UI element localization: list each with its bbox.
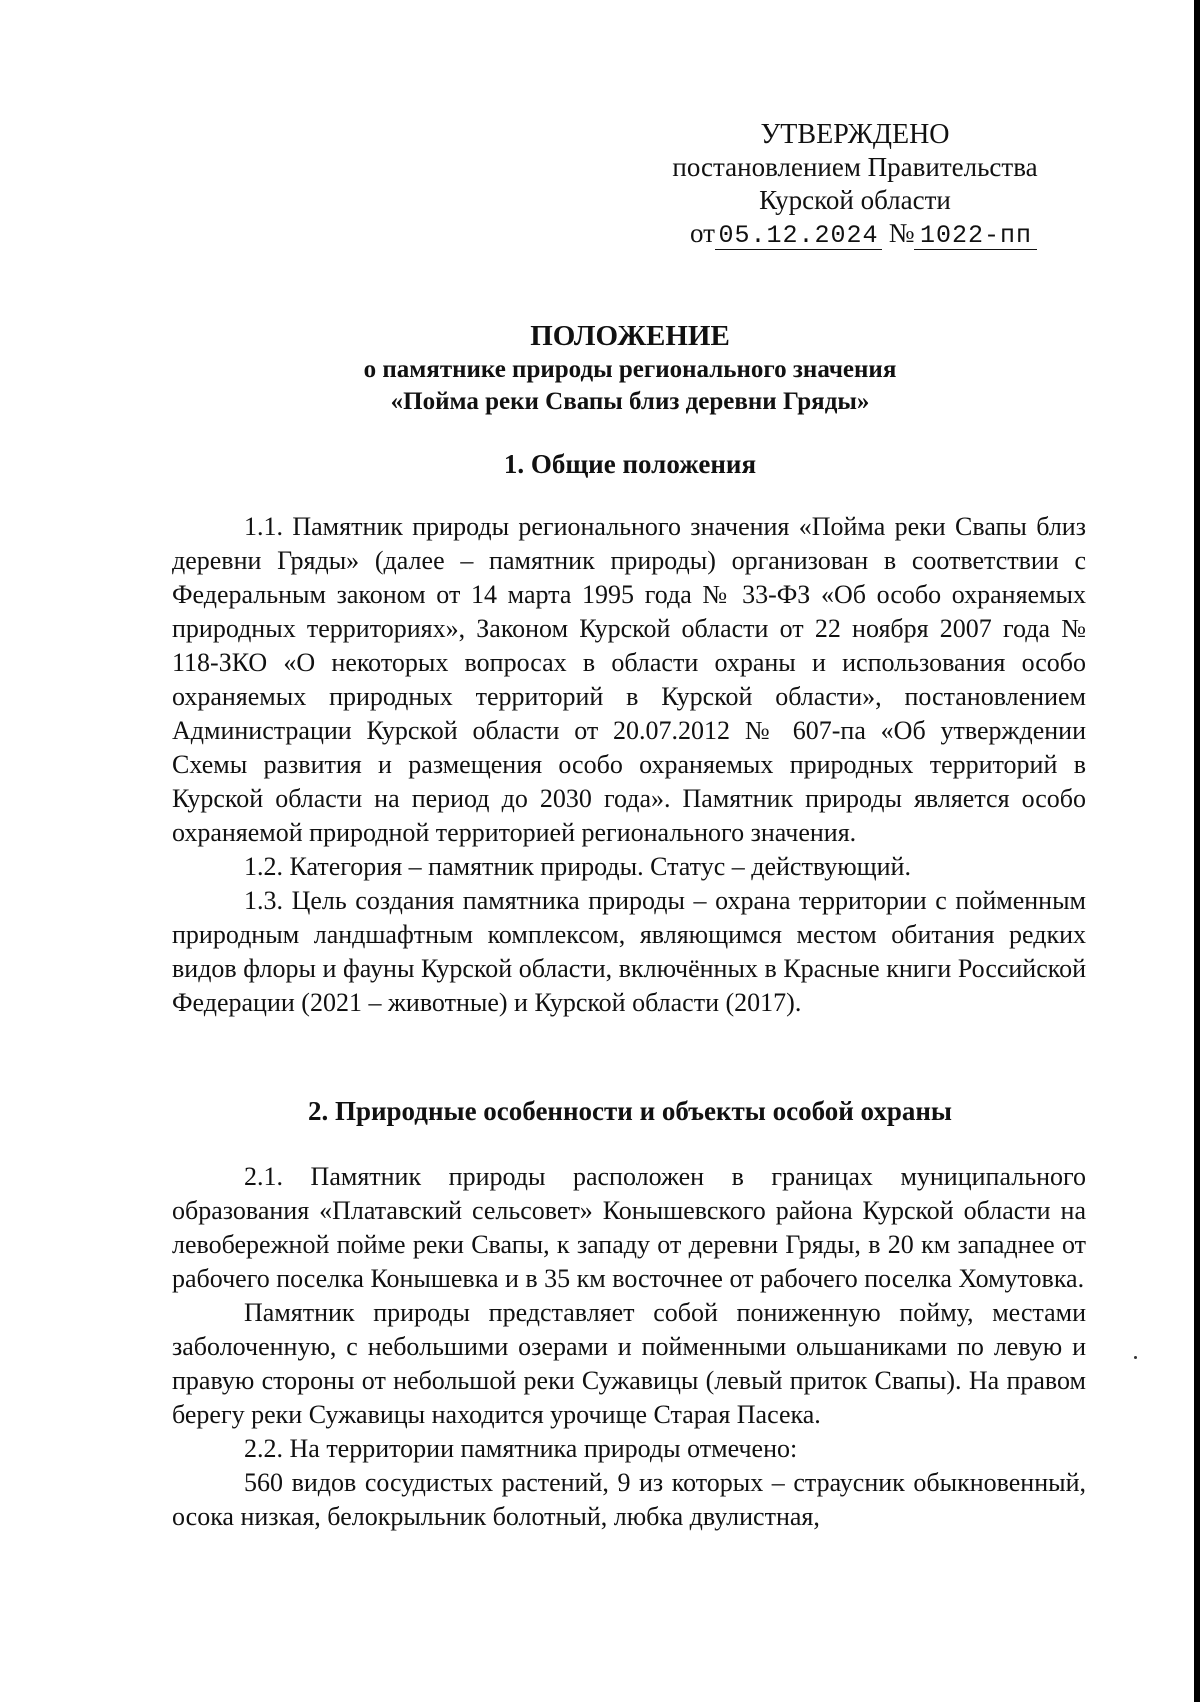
title-sub-2: «Пойма реки Свапы близ деревни Гряды»	[390, 388, 870, 415]
section-1-heading: 1. Общие положения	[503, 449, 757, 479]
paragraph-1-3: 1.3. Цель создания памятника природы – охрана территории с пойменным природным ландшафтным комплексом, являющимся местом обитания редких видов флоры и фауны Курской области, включённых в Красные книги Российской Федерации (2021 – животные) и Курской области (2017).	[172, 886, 1086, 1017]
number-prefix: №	[888, 218, 915, 248]
paragraph-2-2b: 560 видов сосудистых растений, 9 из которых – страусник обыкновенный, осока низкая, белокрыльник болотный, любка двулистная,	[172, 1468, 1086, 1531]
section-2-body	[172, 1160, 1086, 1534]
paragraph-1-2: 1.2. Категория – памятник природы. Статус – действующий.	[244, 852, 911, 881]
approval-block	[640, 118, 1070, 250]
paragraph-1-1: 1.1. Памятник природы регионального значения «Пойма реки Свапы близ деревни Гряды» (далее – памятник природы) организован в соответствии с Федеральным законом от 14 марта 1995 года № 33-ФЗ «Об особо охраняемых природных территориях», Законом Курской области от 22 ноября 2007 года № 118-ЗКО «О некоторых вопросах в области охраны и использования особо охраняемых природных территорий в Курской области», постановлением Администрации Курской области от 20.07.2012 № 607-па «Об утверждении Схемы развития и размещения особо охраняемых природных территорий в Курской области на период до 2030 года». Памятник природы является особо охраняемой природной территорией регионального значения.	[172, 512, 1086, 847]
paragraph-2-1: 2.1. Памятник природы расположен в границах муниципального образования «Платавский сельсовет» Конышевского района Курской области на левобережной пойме реки Свапы, к западу от деревни Гряды, в 20 км западнее от рабочего поселка Конышевка и в 35 км восточнее от рабочего поселка Хомутовка.	[172, 1162, 1086, 1293]
approval-number: 1022-пп	[914, 222, 1037, 250]
approval-date: 05.12.2024	[715, 222, 882, 250]
title-main: ПОЛОЖЕНИЕ	[530, 320, 730, 352]
approval-line-1: постановлением Правительства	[672, 152, 1038, 182]
scan-dot	[1134, 1356, 1137, 1359]
date-prefix: от	[690, 218, 715, 248]
approval-date-line	[640, 217, 1070, 250]
section-2-heading: 2. Природные особенности и объекты особой охраны	[307, 1096, 953, 1126]
paragraph-2-2: 2.2. На территории памятника природы отмечено:	[244, 1434, 798, 1463]
title-sub-1: о памятнике природы регионального значения	[363, 356, 897, 383]
approval-stamp: УТВЕРЖДЕНО	[760, 119, 950, 150]
document-title	[170, 318, 1090, 418]
section-1-body	[172, 510, 1086, 1020]
paragraph-2-1b: Памятник природы представляет собой пониженную пойму, местами заболоченную, с небольшими озерами и пойменными ольшаниками по левую и правую стороны от небольшой реки Сужавицы (левый приток Свапы). На правом берегу реки Сужавицы находится урочище Старая Пасека.	[172, 1298, 1086, 1429]
scan-edge	[1194, 0, 1200, 1702]
approval-line-2: Курской области	[759, 185, 951, 215]
